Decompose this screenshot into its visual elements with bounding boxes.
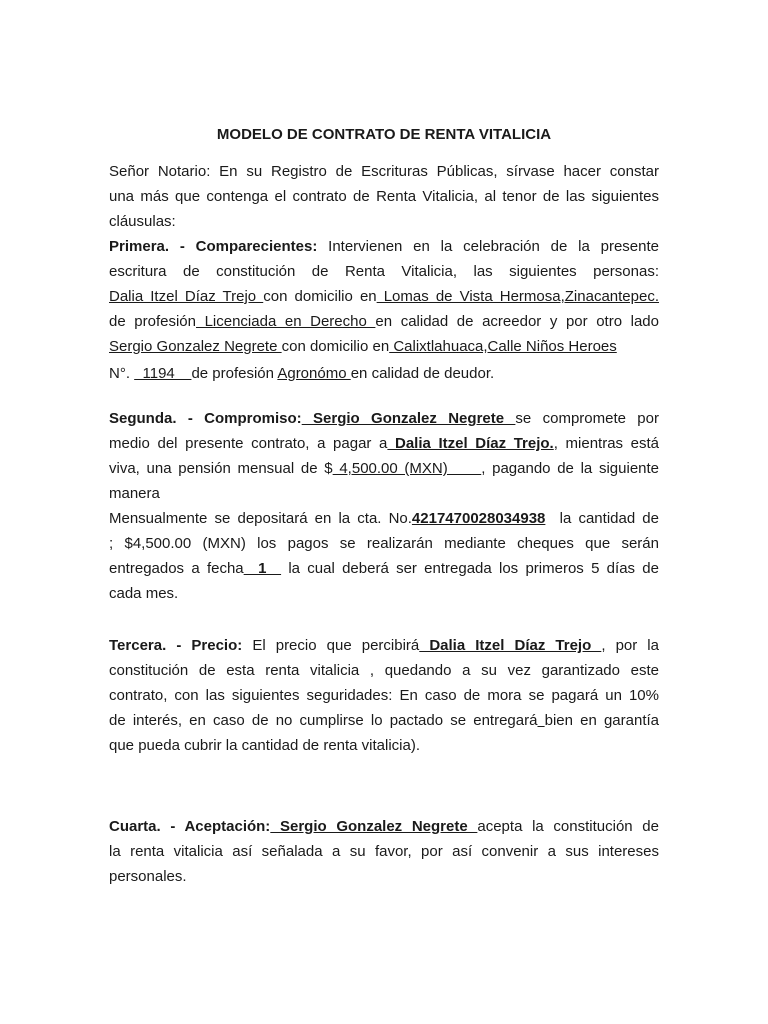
clause-line [109, 406, 659, 431]
clause-text: Mensualmente se depositará en la cta. No. [109, 510, 412, 527]
clause-text: de interés, en caso de no cumplirse lo pactado se entregará [109, 712, 538, 729]
contract-document [109, 118, 659, 889]
clause-cuarta [109, 814, 659, 889]
clause-line [109, 309, 659, 334]
clause-line: constitución de esta renta vitalicia , quedando a su vez garantizado este [109, 662, 659, 679]
clause-line: que pueda cubrir la cantidad de renta vitalicia). [109, 737, 421, 754]
document-title: MODELO DE CONTRATO DE RENTA VITALICIA [216, 126, 552, 143]
clause-heading: Cuarta. - Aceptación: [109, 818, 271, 835]
creditor-address: Lomas de Vista Hermosa,Zinacantepec. [376, 288, 659, 305]
paragraph-spacer [109, 386, 659, 406]
payment-day: 1 [243, 560, 282, 577]
clause-text: con domicilio en [281, 338, 390, 355]
clause-segunda [109, 406, 659, 606]
paragraph-spacer [109, 606, 659, 633]
clause-text: bien en garantía [544, 712, 660, 729]
clause-line [109, 814, 659, 839]
clause-text: , mientras está [553, 435, 660, 452]
intro-line: Señor Notario: En su Registro de Escrituras Públicas, sírvase hacer constar [109, 163, 659, 180]
clause-text: El precio que percibirá [242, 637, 420, 654]
clause-line [109, 234, 659, 259]
clause-line: personales. [109, 868, 187, 885]
intro-line: una más que contenga el contrato de Renta Vitalicia, al tenor de las siguientes [109, 188, 659, 205]
paragraph-spacer [109, 758, 659, 814]
clause-text: se compromete por [515, 410, 659, 427]
clause-line [109, 506, 659, 531]
clause-line [109, 361, 659, 386]
intro-line: cláusulas: [109, 213, 176, 230]
debtor-name: Sergio Gonzalez Negrete [109, 338, 282, 355]
clause-line [109, 334, 659, 361]
clause-line: contrato, con las siguientes seguridades: En caso de mora se pagará un 10% [109, 687, 659, 704]
creditor-name: Dalia Itzel Díaz Trejo [109, 288, 264, 305]
clause-text: de profesión [191, 365, 278, 382]
clause-line [109, 431, 659, 456]
clause-line: manera [109, 485, 160, 502]
clause-heading: Primera. - Comparecientes: [109, 238, 318, 255]
creditor-name: Dalia Itzel Díaz Trejo. [387, 435, 554, 452]
clause-text: , por la [601, 637, 659, 654]
clause-text: la cantidad de [545, 510, 659, 527]
clause-text [537, 712, 544, 729]
clause-text: la cual deberá ser entregada los primeros 5 días de [281, 560, 659, 577]
clause-line: ; $4,500.00 (MXN) los pagos se realizarán mediante cheques que serán [109, 535, 659, 552]
debtor-profession: Agronómo [277, 365, 351, 382]
clause-text: acepta la constitución de [477, 818, 659, 835]
creditor-profession: Licenciada en Derecho [195, 313, 376, 330]
intro-paragraph [109, 159, 659, 234]
debtor-number: 1194 [134, 365, 192, 382]
clause-line [109, 633, 659, 658]
debtor-name: Sergio Gonzalez Negrete [301, 410, 516, 427]
clause-text: viva, una pensión mensual de $ [109, 460, 333, 477]
clause-heading: Tercera. - Precio: [109, 637, 243, 654]
clause-text: en calidad de acreedor y por otro lado [375, 313, 659, 330]
clause-line [109, 284, 659, 309]
clause-text: , pagando de la siguiente [481, 460, 660, 477]
clause-text: Intervienen en la celebración de la presente [317, 238, 660, 255]
clause-line: cada mes. [109, 585, 179, 602]
clause-text: de profesión [109, 313, 196, 330]
pension-amount: 4,500.00 (MXN) [332, 460, 482, 477]
debtor-name: Sergio Gonzalez Negrete [270, 818, 478, 835]
clause-line [109, 456, 659, 481]
account-number: 4217470028034938 [411, 510, 546, 527]
clause-text: con domicilio en [263, 288, 377, 305]
clause-tercera [109, 633, 659, 758]
clause-line [109, 556, 659, 581]
clause-line [109, 708, 659, 733]
clause-text: N°. [109, 365, 135, 382]
creditor-name: Dalia Itzel Díaz Trejo [419, 637, 602, 654]
clause-text: medio del presente contrato, a pagar a [109, 435, 388, 452]
clause-line: escritura de constitución de Renta Vitalicia, las siguientes personas: [109, 263, 659, 280]
clause-line: la renta vitalicia así señalada a su favor, por así convenir a sus intereses [109, 843, 659, 860]
clause-heading: Segunda. - Compromiso: [109, 410, 302, 427]
clause-text: en calidad de deudor. [350, 365, 495, 382]
clause-primera [109, 234, 659, 386]
clause-text: entregados a fecha [109, 560, 244, 577]
debtor-address: Calixtlahuaca,Calle Niños Heroes [389, 338, 617, 355]
